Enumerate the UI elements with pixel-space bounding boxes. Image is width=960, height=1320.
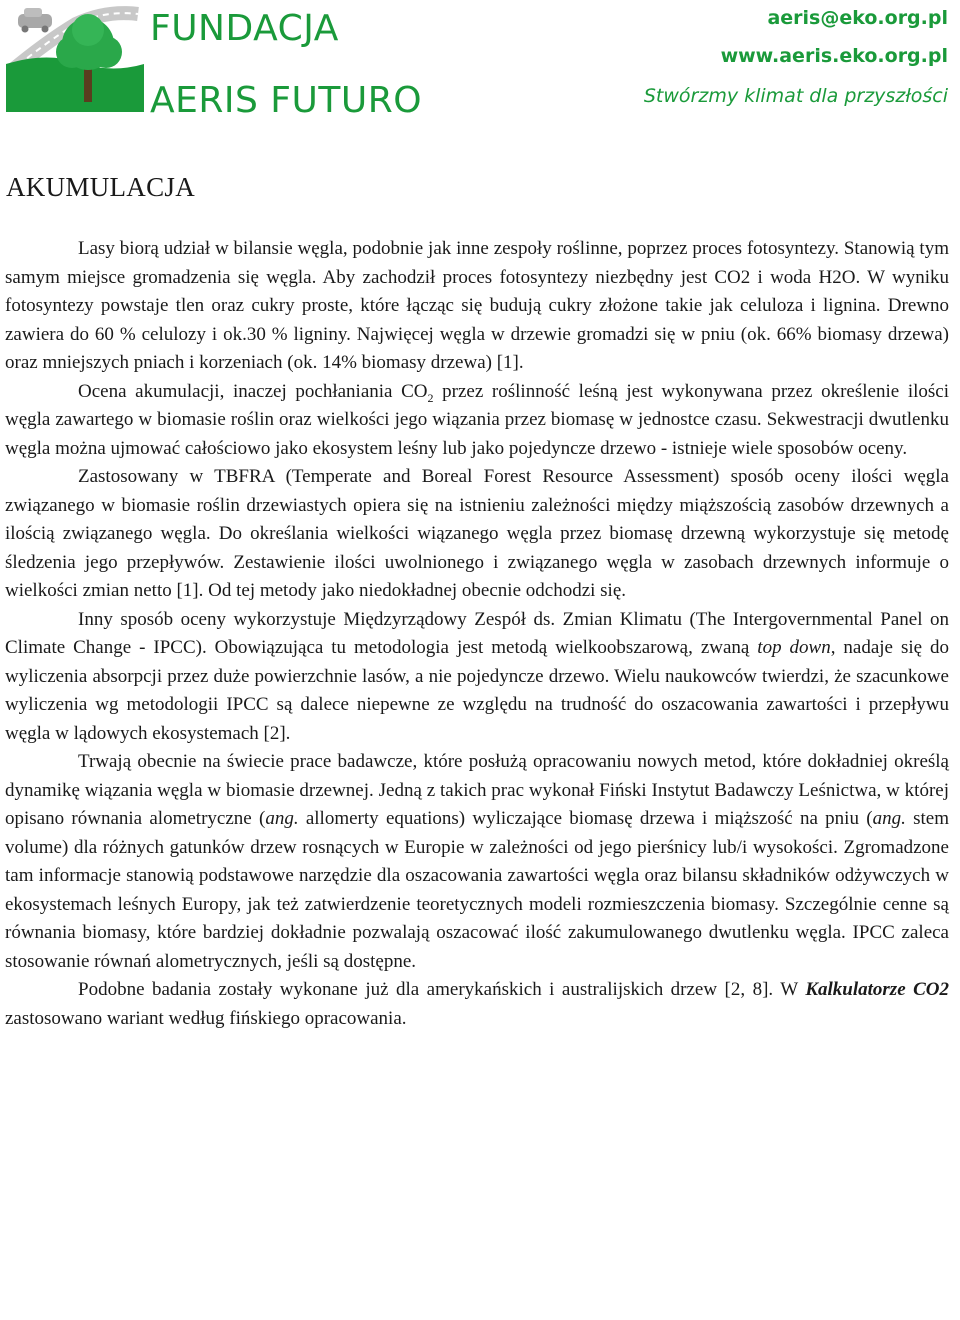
document-body bbox=[5, 235, 949, 1033]
paragraph-2-part-b: przez roślinność leśną jest wykonywana przez określenie ilości węgla zawartego w biomasie roślin oraz wielkości jego wiązania przez biomasę w jednostce czasu. Sekwestracji dwutlenku węgla można ujmować całościowo jako ekosystem leśny lub jako pojedyncze drzewo - istnieje wiele sposobów oceny. bbox=[5, 380, 949, 459]
page-header bbox=[0, 0, 960, 120]
tree-road-logo-icon bbox=[6, 2, 146, 112]
paragraph-5-part-a: Trwają obecnie na świecie prace badawcze, które posłużą opracowaniu nowych metod, które dokładniej określą dynamikę wiązania węgla w biomasie drzewnej. Jedną z takich prac wykonał Fiński Instytut Badawczy Leśnictwa, w której opisano równania alometryczne ( bbox=[5, 751, 949, 829]
organization-name-line1: FUNDACJA bbox=[150, 8, 339, 49]
ang-abbrev-2: ang. bbox=[872, 808, 906, 829]
paragraph-1: Lasy biorą udział w bilansie węgla, podobnie jak inne zespoły roślinne, poprzez proces fotosyntezy. Stanowią tym samym miejsce gromadzenia się węgla. Aby zachodził proces fotosyntezy niezbędny jest CO2 i woda H2O. W wyniku fotosyntezy powstaje tlen oraz cukry proste, które łącząc się budują cukry złożone takie jak celuloza i lignina. Drewno zawiera do 60 % celulozy i ok.30 % ligniny. Najwięcej węgla w drzewie gromadzi się w pniu (ok. 66% biomasy drzewa) oraz mniejszych pniach i korzeniach (ok. 14% biomasy drzewa) [1]. bbox=[5, 238, 949, 373]
slogan: Stwórzmy klimat dla przyszłości bbox=[643, 85, 948, 107]
paragraph-6-part-b: zastosowano wariant według fińskiego opracowania. bbox=[5, 1007, 407, 1029]
co2-subscript: 2 bbox=[427, 390, 434, 405]
ang-abbrev-1: ang. bbox=[265, 808, 299, 829]
paragraph-5-part-b: allomerty equations) wyliczające biomasę drzewa i miąższość na pniu ( bbox=[298, 808, 873, 829]
organization-name bbox=[150, 6, 422, 126]
page-title: AKUMULACJA bbox=[6, 172, 196, 202]
paragraph-4 bbox=[5, 606, 949, 749]
paragraph-5 bbox=[5, 748, 949, 976]
contact-block bbox=[644, 6, 948, 108]
paragraph-5-part-c: stem volume) dla różnych gatunków drzew rosnących w Europie w zależności od jego pierśnicy lub/i wysokości. Zgromadzone tam informacje stanowią podstawowe narzędzie dla oszacowania zawartości węgla oraz bilansu składników odżywczych w ekosystemach leśnych Europy, jak też zatwierdzenie teoretycznych modeli rozmieszczenia biomasy. Szczególnie cenne są równania biomasy, które bardziej dokładnie pozwalają oszacować ilość zakumulowanego dwutlenku węgla. IPCC zaleca stosowanie równań alometrycznych, jeśli są dostępne. bbox=[5, 808, 949, 972]
paragraph-4-part-a: Inny sposób oceny wykorzystuje Międzyrządowy Zespół ds. Zmian Klimatu (The Intergovernmental Panel on Climate Change - IPCC). Obowiązująca tu metodologia jest metodą wielkoobszarową, zwaną bbox=[5, 608, 949, 658]
paragraph-6 bbox=[5, 976, 949, 1033]
paragraph-2 bbox=[5, 378, 949, 464]
organization-name-line2: AERIS FUTURO bbox=[150, 80, 423, 121]
paragraph-6-part-a: Podobne badania zostały wykonane już dla amerykańskich i australijskich drzew [2, 8]. W bbox=[78, 979, 806, 1000]
paragraph-2-part-a: Ocena akumulacji, inaczej pochłaniania CO bbox=[78, 380, 428, 402]
paragraph-3: Zastosowany w TBFRA (Temperate and Boreal Forest Resource Assessment) sposób oceny ilości węgla związanego w biomasie roślin drzewiastych opiera się na istnieniu zależności między miąższością zasobów drzewnych a ilością związanego węgla. Do określania wielkości wiązanego węgla przez biomasę drzewną wykorzystuje się metodę śledzenia jego przepływów. Zestawienie ilości uwolnionego i związanego węgla w zasobach drzewnych informuje o wielkości zmian netto [1]. Od tej metody jako niedokładnej obecnie odchodzi się. bbox=[5, 466, 949, 601]
email-link[interactable]: aeris@eko.org.pl bbox=[767, 7, 948, 29]
calculator-name: Kalkulatorze CO2 bbox=[805, 979, 949, 1000]
paragraph-4-part-b: , nadaje się do wyliczenia absorpcji przez duże powierzchnie lasów, a nie pojedyncze drzewo. Wielu naukowców twierdzi, że szacunkowe wyliczenia wg metodologii IPCC są dalece niepewne ze względu na trudność do oszacowania zawartości i przepływu węgla w lądowych ekosystemach [2]. bbox=[5, 637, 949, 744]
website-link[interactable]: www.aeris.eko.org.pl bbox=[720, 45, 948, 67]
top-down-term: top down bbox=[757, 637, 831, 658]
